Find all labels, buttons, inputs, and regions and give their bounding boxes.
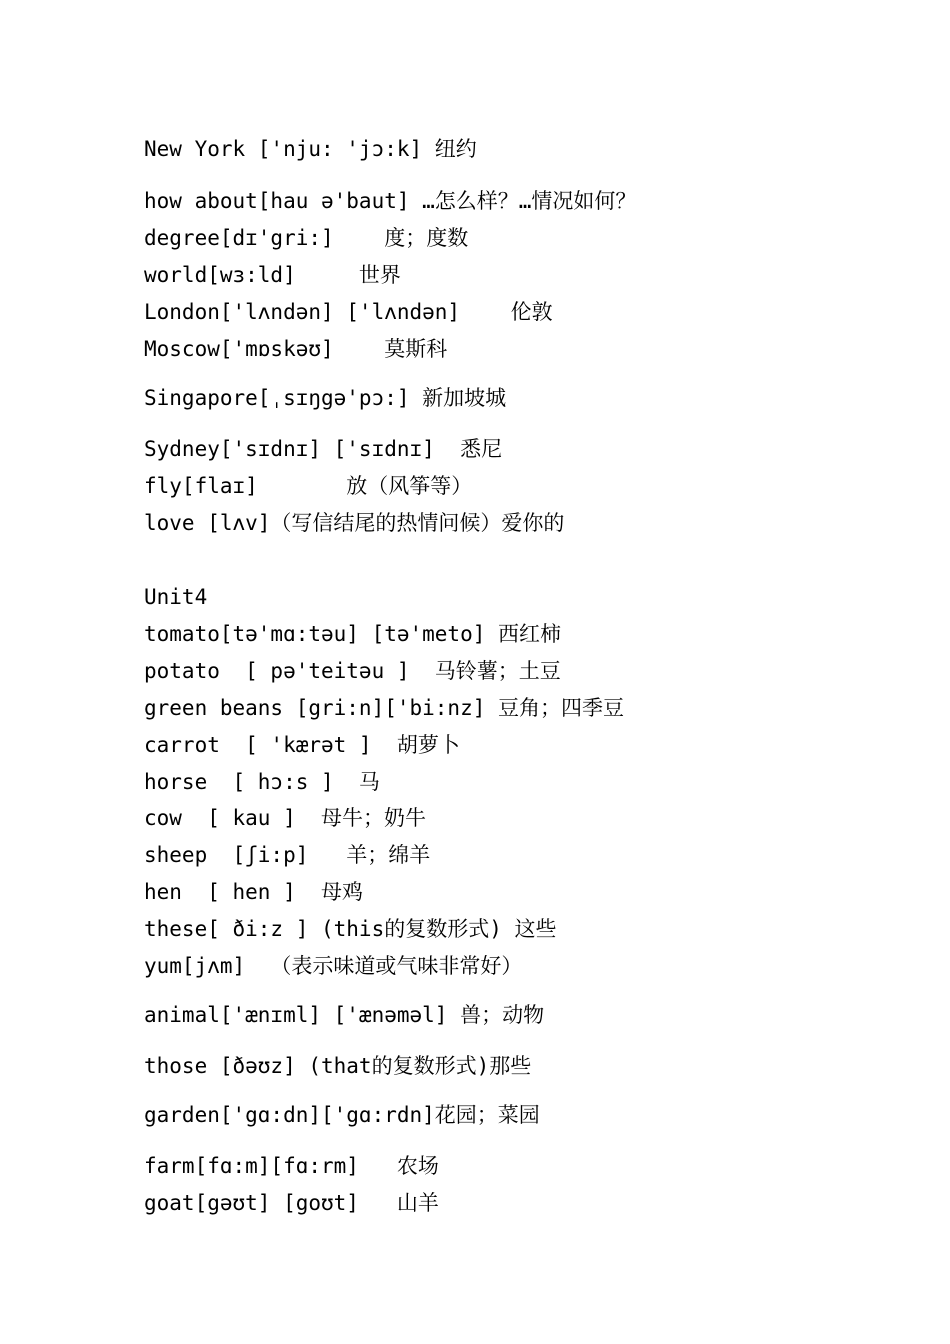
vocab-line-those: those [ðəʊz] (that的复数形式)那些 xyxy=(144,1054,532,1078)
vocab-line-moscow: Moscow['mɒskəʊ] 莫斯科 xyxy=(144,337,448,361)
vocab-line-hen: hen [ hen ] 母鸡 xyxy=(144,880,364,904)
vocab-line-new-york: New York ['nju: 'jɔ:k] 纽约 xyxy=(144,137,477,161)
vocab-line-singapore: Singapore[ˌsɪŋgə'pɔ:] 新加坡城 xyxy=(144,386,507,410)
vocab-line-world: world[wɜ:ld] 世界 xyxy=(144,263,401,287)
vocab-line-garden: garden['gɑ:dn]['gɑ:rdn]花园；菜园 xyxy=(144,1103,540,1127)
unit-heading: Unit4 xyxy=(144,585,208,609)
vocab-line-green-beans: green beans [gri:n]['bi:nz] 豆角；四季豆 xyxy=(144,696,625,720)
vocab-line-potato: potato [ pə'teitəu ] 马铃薯；土豆 xyxy=(144,659,561,683)
vocab-line-sydney: Sydney['sɪdnɪ] ['sɪdnɪ] 悉尼 xyxy=(144,437,503,461)
vocab-line-goat: goat[gəʊt] [goʊt] 山羊 xyxy=(144,1191,439,1215)
vocab-line-how-about: how about[hau ə'baut] …怎么样？…情况如何？ xyxy=(144,189,637,213)
vocab-line-carrot: carrot [ 'kærət ] 胡萝卜 xyxy=(144,733,460,757)
vocab-line-sheep: sheep [ʃi:p] 羊；绵羊 xyxy=(144,843,431,867)
vocab-line-these: these[ ði:z ] (this的复数形式) 这些 xyxy=(144,917,557,941)
vocab-line-yum: yum[jʌm] （表示味道或气味非常好） xyxy=(144,954,523,978)
vocab-line-fly: fly[flaɪ] 放（风筝等） xyxy=(144,474,473,498)
vocab-line-london: London['lʌndən] ['lʌndən] 伦敦 xyxy=(144,300,553,324)
vocab-line-horse: horse [ hɔ:s ] 马 xyxy=(144,770,380,794)
vocab-line-love: love [lʌv]（写信结尾的热情问候）爱你的 xyxy=(144,511,565,535)
vocab-line-animal: animal['ænɪml] ['ænəməl] 兽；动物 xyxy=(144,1003,545,1027)
vocab-line-tomato: tomato[tə'mɑ:təu] [tə'meto] 西红柿 xyxy=(144,622,562,646)
vocab-line-degree: degree[dɪ'gri:] 度；度数 xyxy=(144,226,469,250)
vocab-line-cow: cow [ kau ] 母牛；奶牛 xyxy=(144,806,427,830)
vocab-line-farm: farm[fɑ:m][fɑ:rm] 农场 xyxy=(144,1154,439,1178)
